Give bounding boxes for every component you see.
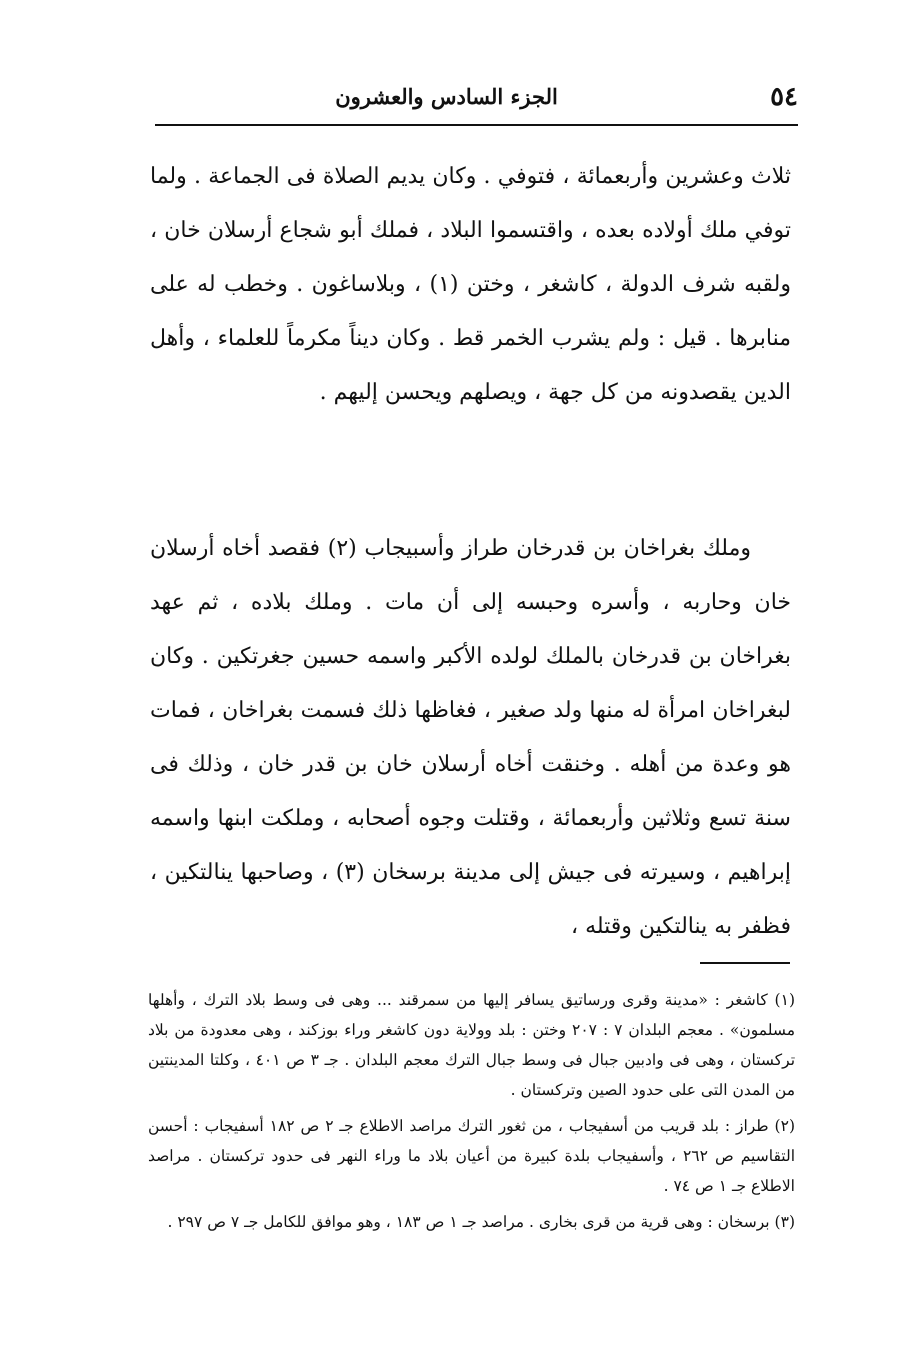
paragraph: ثلاث وعشرين وأربعمائة ، فتوفي . وكان يديم الصلاة فى الجماعة . ولما توفي ملك أولاده بعده ، واقتسموا البلاد ، فملك أبو شجاع أرسلان خان ، ولقبه شرف الدولة ، كاشغر ، وختن (١) ، وبلاساغون . وخطب له على منابرها . قيل : ولم يشرب الخمر قط . وكان ديناً مكرماً للعلماء ، وأهل الدين يقصدونه من كل جهة ، ويصلهم ويحسن إليهم . (150, 164, 791, 405)
main-text-block-2 (150, 522, 791, 954)
paragraph: وملك بغراخان بن قدرخان طراز وأسبيجاب (٢) فقصد أخاه أرسلان خان وحاربه ، وأسره وحبسه إلى أن مات . وملك بلاده ، ثم عهد بغراخان بن قدرخان بالملك لولده الأكبر واسمه حسين جغرتكين . وكان لبغراخان امرأة له منها ولد صغير ، فغاظها ذلك فسمت بغراخان ، فمات هو وعدة من أهله . وخنقت أخاه أرسلان خان بن قدر خان ، وذلك فى سنة تسع وثلاثين وأربعمائة ، وقتلت وجوه أصحابه ، وملكت ابنها واسمه إبراهيم ، وسيرته فى جيش إلى مدينة برسخان (٣) ، وصاحبها ينالتكين ، فظفر به ينالتكين وقتله ، (150, 536, 791, 939)
running-title: الجزء السادس والعشرون (335, 84, 558, 109)
footnotes (148, 985, 795, 1243)
main-text-block-1 (150, 150, 791, 420)
page-number: ٥٤ (770, 82, 798, 112)
header-rule (155, 124, 798, 126)
footnote-3: (٣) برسخان : وهى قرية من قرى بخارى . مراصد جـ ١ ص ١٨٣ ، وهو موافق للكامل جـ ٧ ص ٢٩٧ . (167, 1213, 795, 1231)
footnote-rule (700, 962, 790, 964)
page-header (155, 78, 798, 118)
footnote-1: (١) كاشغر : «مدينة وقرى ورساتيق يسافر إليها من سمرقند ... وهى فى وسط بلاد الترك ، وأهلها مسلمون» . معجم البلدان ٧ : ٢٠٧ وختن : بلد وولاية دون كاشغر وراء بوزكند ، وهى معدودة من بلاد تركستان ، وهى فى وادبين جبال فى وسط جبال الترك معجم البلدان . جـ ٣ ص ٤٠١ ، وكلتا المدينتين من المدن التى على حدود الصين وتركستان . (148, 991, 796, 1099)
footnote-2: (٢) طراز : بلد قريب من أسفيجاب ، من ثغور الترك مراصد الاطلاع جـ ٢ ص ١٨٢ أسفيجاب : أحسن التقاسيم ص ٢٦٢ ، وأسفيجاب بلدة كبيرة من أعيان بلاد ما وراء النهر فى حدود تركستان . مراصد الاطلاع جـ ١ ص ٧٤ . (148, 1117, 795, 1195)
